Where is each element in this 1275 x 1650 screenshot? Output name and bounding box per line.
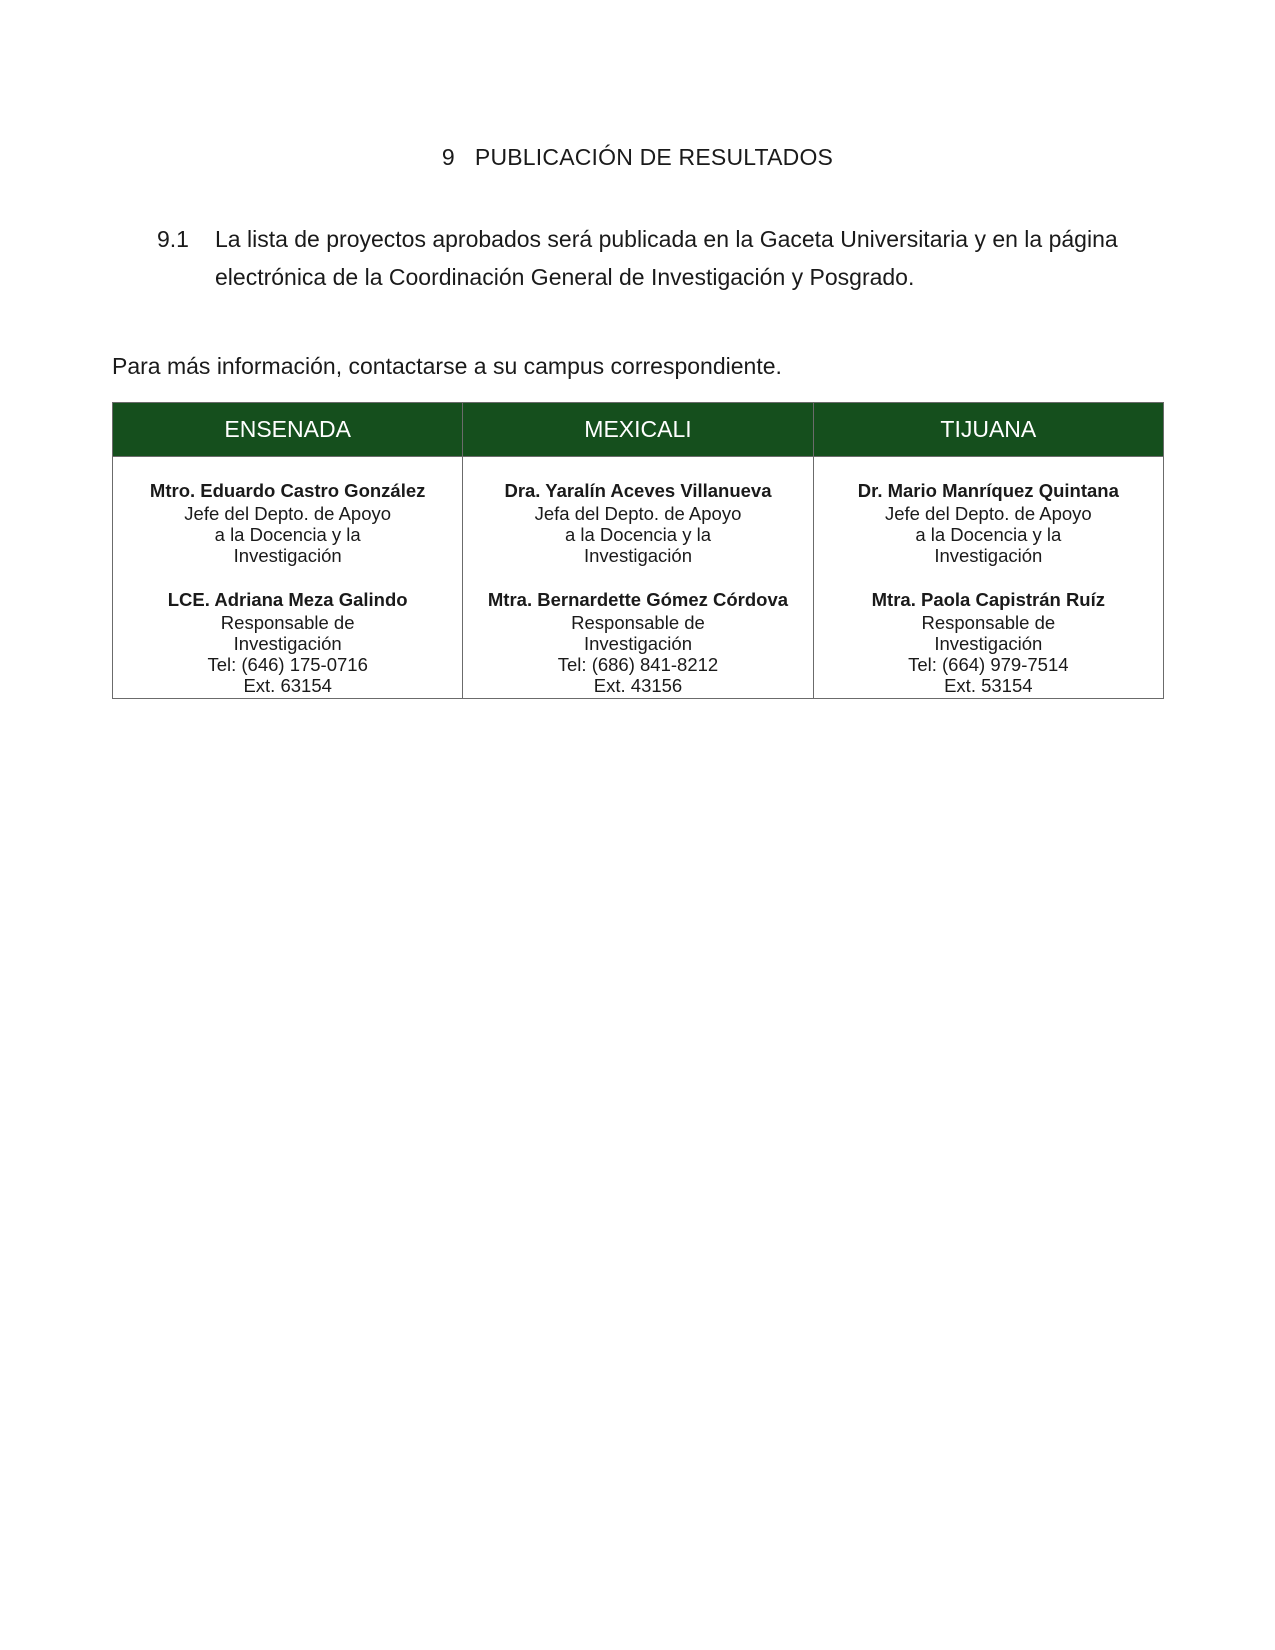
contact-table — [112, 402, 1164, 699]
item-number: 9.1 — [157, 226, 189, 252]
campus-header-mexicali: MEXICALI — [463, 403, 813, 457]
contact-role-line: Responsable de — [220, 612, 355, 633]
campus-header-ensenada: ENSENADA — [113, 403, 463, 457]
numbered-item — [157, 220, 1167, 296]
contact-person — [121, 588, 454, 696]
item-text: La lista de proyectos aprobados será publicada en la Gaceta Universitaria y en la página electrónica de la Coordinación General de Investigación y Posgrado. — [215, 226, 1118, 290]
contact-name: Mtra. Bernardette Gómez Córdova — [487, 589, 789, 610]
contact-role-line: Responsable de — [921, 612, 1056, 633]
contact-person — [822, 588, 1155, 696]
contact-extension: Ext. 53154 — [944, 675, 1033, 696]
campus-header-tijuana: TIJUANA — [813, 403, 1163, 457]
contact-role-line: Investigación — [233, 545, 342, 566]
contact-name: LCE. Adriana Meza Galindo — [167, 589, 408, 610]
table-row — [113, 457, 1164, 699]
section-title: PUBLICACIÓN DE RESULTADOS — [474, 144, 834, 170]
contact-role-line: Jefa del Depto. de Apoyo — [534, 503, 742, 524]
contact-phone: Tel: (646) 175-0716 — [207, 654, 368, 675]
contact-role-line: Investigación — [584, 633, 692, 654]
section-number: 9 — [441, 144, 455, 170]
contact-name: Mtro. Eduardo Castro González — [149, 480, 426, 501]
contact-role-line: a la Docencia y la — [915, 524, 1062, 545]
campus-cell-tijuana — [813, 457, 1163, 699]
contact-role-line: Responsable de — [571, 612, 705, 633]
contact-role-line: Investigación — [934, 545, 1043, 566]
contact-extension: Ext. 43156 — [593, 675, 683, 696]
contact-name: Mtra. Paola Capistrán Ruíz — [871, 589, 1105, 610]
contact-name: Dr. Mario Manríquez Quintana — [857, 480, 1119, 501]
contact-role-line: Jefe del Depto. de Apoyo — [184, 503, 392, 524]
contact-role-line: a la Docencia y la — [564, 524, 711, 545]
contact-role-line: Investigación — [233, 633, 342, 654]
contact-role-line: a la Docencia y la — [214, 524, 361, 545]
contact-phone: Tel: (686) 841-8212 — [557, 654, 719, 675]
contact-person — [471, 588, 804, 696]
campus-cell-mexicali — [463, 457, 813, 699]
contact-role-line: Investigación — [584, 545, 692, 566]
contact-name: Dra. Yaralín Aceves Villanueva — [504, 480, 772, 501]
campus-cell-ensenada — [113, 457, 463, 699]
contact-intro: Para más información, contactarse a su campus correspondiente. — [112, 353, 782, 379]
section-heading — [0, 144, 1275, 171]
contact-role-line: Jefe del Depto. de Apoyo — [884, 503, 1092, 524]
contact-person — [822, 479, 1155, 566]
table-header-row — [113, 403, 1164, 457]
contact-person — [121, 479, 454, 566]
contact-role-line: Investigación — [934, 633, 1043, 654]
contact-extension: Ext. 63154 — [243, 675, 332, 696]
contact-person — [471, 479, 804, 566]
contact-phone: Tel: (664) 979-7514 — [908, 654, 1069, 675]
